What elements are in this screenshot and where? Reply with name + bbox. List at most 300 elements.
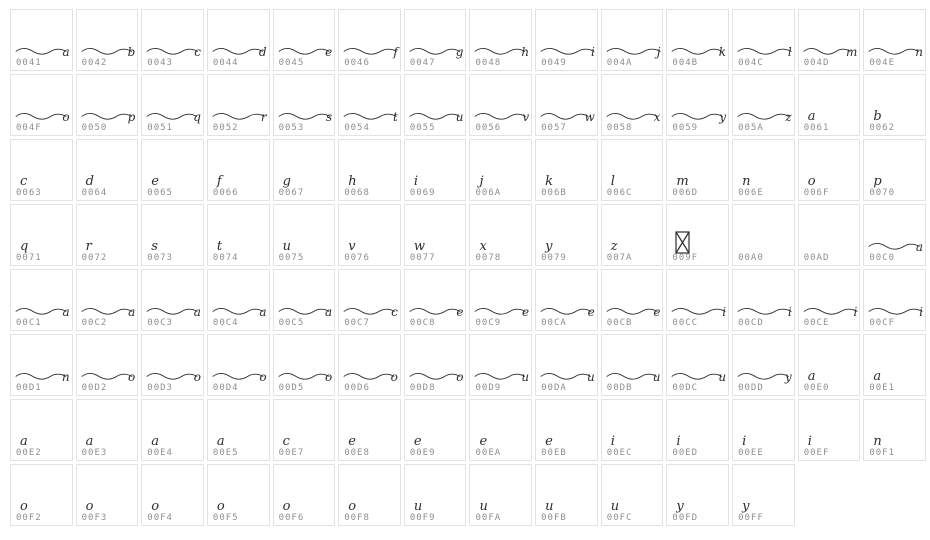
glyph-letter: e	[653, 305, 661, 319]
glyph-code-label: 0063	[16, 188, 42, 198]
glyph-preview	[15, 161, 70, 187]
glyph-cell[interactable]	[207, 139, 270, 201]
swash-stroke-icon	[146, 108, 202, 124]
glyph-cell[interactable]	[535, 9, 598, 71]
glyph-preview	[868, 226, 923, 252]
glyph-preview	[15, 486, 70, 512]
swash-stroke-icon	[343, 303, 400, 319]
glyph-preview	[671, 486, 726, 512]
glyph-code-label: 004A	[606, 58, 633, 68]
glyph-letter: n	[873, 434, 882, 449]
swash-stroke-icon	[409, 368, 465, 384]
glyph-cell[interactable]	[601, 74, 664, 136]
glyph-letter: a	[259, 305, 267, 319]
glyph-preview	[540, 96, 595, 122]
glyph-preview	[146, 226, 201, 252]
glyph-code-label: 004D	[803, 58, 830, 68]
swash-stroke-icon	[343, 108, 402, 124]
glyph-code-label: 0042	[81, 58, 108, 68]
glyph-cell[interactable]	[10, 139, 73, 201]
glyph-letter: e	[348, 434, 356, 449]
glyph-preview	[868, 161, 923, 187]
glyph-cell[interactable]	[469, 464, 532, 526]
glyph-code-label: 0078	[475, 253, 502, 263]
glyph-cell[interactable]	[207, 204, 270, 266]
glyph-code-label: 0055	[409, 123, 436, 133]
glyph-preview	[146, 96, 201, 122]
glyph-code-label: 00D6	[344, 383, 370, 393]
glyph-code-label: 0076	[344, 253, 370, 263]
glyph-cell[interactable]	[601, 269, 664, 331]
glyph-letter: a	[325, 305, 333, 319]
glyph-letter: e	[413, 434, 422, 449]
glyph-cell[interactable]	[338, 399, 401, 461]
glyph-cell[interactable]	[273, 74, 336, 136]
glyph-cell[interactable]	[10, 334, 73, 396]
glyph-cell[interactable]	[273, 399, 336, 461]
glyph-code-label: 0046	[344, 58, 370, 68]
swash-stroke-icon	[278, 108, 335, 124]
glyph-code-label: 00FD	[672, 513, 699, 523]
glyph-cell[interactable]	[601, 139, 664, 201]
glyph-preview	[343, 226, 398, 252]
glyph-cell[interactable]	[666, 464, 729, 526]
glyph-cell[interactable]	[601, 334, 664, 396]
glyph-code-label: 0074	[212, 253, 239, 263]
glyph-cell[interactable]	[76, 139, 139, 201]
glyph-code-label: 00EE	[738, 448, 764, 458]
glyph-cell[interactable]	[666, 139, 729, 201]
glyph-code-label: 004C	[738, 58, 764, 68]
glyph-letter: a	[62, 305, 70, 319]
glyph-cell[interactable]	[666, 399, 729, 461]
glyph-preview	[803, 421, 858, 447]
swash-stroke-icon	[81, 303, 137, 319]
glyph-code-label: 0045	[278, 58, 305, 68]
glyph-code-label: 00DD	[738, 383, 764, 393]
swash-stroke-icon	[671, 303, 731, 319]
glyph-code-label: 0053	[278, 123, 305, 133]
glyph-cell[interactable]	[10, 9, 73, 71]
glyph-letter: q	[193, 110, 201, 124]
glyph-cell[interactable]	[732, 9, 795, 71]
glyph-letter: z	[785, 110, 792, 124]
glyph-cell[interactable]	[76, 399, 139, 461]
glyph-letter: j	[656, 45, 661, 59]
glyph-code-label: 00E8	[344, 448, 370, 458]
glyph-cell[interactable]	[404, 9, 467, 71]
glyph-code-label: 0070	[869, 188, 896, 198]
glyph-cell[interactable]	[404, 74, 467, 136]
glyph-cell[interactable]	[601, 9, 664, 71]
glyph-cell[interactable]	[469, 399, 532, 461]
glyph-cell[interactable]	[535, 464, 598, 526]
glyph-cell[interactable]	[469, 334, 532, 396]
glyph-preview	[15, 291, 70, 317]
glyph-letter: o	[807, 174, 816, 189]
glyph-cell[interactable]	[207, 74, 270, 136]
glyph-letter: a	[216, 434, 225, 449]
glyph-cell[interactable]	[535, 204, 598, 266]
glyph-cell[interactable]	[338, 9, 401, 71]
swash-stroke-icon	[606, 303, 663, 319]
glyph-code-label: 0072	[81, 253, 108, 263]
glyph-letter: o	[151, 499, 160, 514]
glyph-preview	[343, 31, 398, 57]
glyph-cell[interactable]	[10, 74, 73, 136]
glyph-cell[interactable]	[273, 9, 336, 71]
swash-stroke-icon	[15, 368, 71, 384]
glyph-cell[interactable]	[798, 74, 861, 136]
glyph-preview	[868, 356, 923, 382]
glyph-letter: i	[413, 174, 419, 189]
swash-stroke-icon	[212, 303, 268, 319]
glyph-code-label: 007A	[606, 253, 633, 263]
glyph-code-label: 00A0	[738, 253, 764, 263]
glyph-preview	[278, 356, 333, 382]
glyph-preview	[803, 161, 858, 187]
glyph-preview	[606, 486, 661, 512]
glyph-code-label: 00C1	[16, 318, 42, 328]
glyph-letter: f	[393, 45, 398, 59]
glyph-cell[interactable]	[732, 204, 795, 266]
glyph-cell[interactable]	[207, 9, 270, 71]
glyph-letter: j	[479, 174, 484, 189]
glyph-cell[interactable]	[273, 269, 336, 331]
swash-stroke-icon	[409, 108, 465, 124]
glyph-preview	[146, 421, 201, 447]
glyph-preview	[146, 291, 201, 317]
glyph-code-label: 006D	[672, 188, 699, 198]
glyph-letter: o	[259, 370, 267, 384]
glyph-preview	[474, 161, 529, 187]
glyph-letter: o	[456, 370, 464, 384]
glyph-letter: d	[258, 45, 267, 59]
glyph-letter: a	[62, 45, 70, 59]
glyph-code-label: 00D5	[278, 383, 305, 393]
glyph-code-label: 00F1	[869, 448, 896, 458]
glyph-letter: q	[20, 239, 29, 254]
glyph-cell[interactable]	[76, 204, 139, 266]
glyph-code-label: 0058	[606, 123, 633, 133]
glyph-cell[interactable]	[76, 269, 139, 331]
glyph-letter: a	[85, 434, 94, 449]
glyph-cell[interactable]	[601, 399, 664, 461]
glyph-preview	[868, 31, 923, 57]
glyph-code-label: 00EC	[606, 448, 633, 458]
glyph-cell[interactable]	[666, 204, 729, 266]
glyph-code-label: 00DA	[541, 383, 567, 393]
glyph-cell[interactable]	[10, 269, 73, 331]
glyph-letter: u	[718, 370, 727, 384]
glyph-preview	[81, 31, 136, 57]
glyph-cell[interactable]	[732, 269, 795, 331]
glyph-code-label: 00E1	[869, 383, 896, 393]
glyph-cell[interactable]	[798, 139, 861, 201]
swash-stroke-icon	[737, 108, 794, 124]
glyph-cell[interactable]	[469, 204, 532, 266]
glyph-code-label: 00D8	[409, 383, 436, 393]
glyph-code-label: 00E4	[147, 448, 173, 458]
glyph-code-label: 00CC	[672, 318, 699, 328]
glyph-preview	[146, 486, 201, 512]
swash-stroke-icon	[671, 368, 727, 384]
swash-stroke-icon	[474, 108, 531, 124]
glyph-cell[interactable]	[207, 334, 270, 396]
glyph-cell[interactable]	[141, 204, 204, 266]
glyph-cell[interactable]	[338, 269, 401, 331]
glyph-preview	[343, 291, 398, 317]
glyph-letter: l	[787, 45, 792, 59]
glyph-code-label: 00EF	[803, 448, 830, 458]
glyph-cell[interactable]	[273, 334, 336, 396]
glyph-letter: s	[326, 110, 333, 124]
glyph-cell[interactable]	[141, 74, 204, 136]
glyph-code-label: 00F4	[147, 513, 173, 523]
glyph-cell[interactable]	[469, 269, 532, 331]
glyph-preview	[606, 226, 661, 252]
glyph-preview	[606, 356, 661, 382]
glyph-cell[interactable]	[338, 464, 401, 526]
glyph-letter: i	[590, 45, 595, 59]
glyph-letter: y	[742, 499, 750, 514]
glyph-cell[interactable]	[863, 139, 926, 201]
glyph-letter: t	[393, 110, 398, 124]
glyph-preview	[212, 356, 267, 382]
glyph-code-label: 00D9	[475, 383, 502, 393]
glyph-cell[interactable]	[338, 74, 401, 136]
glyph-letter: r	[260, 110, 267, 124]
glyph-cell[interactable]	[535, 334, 598, 396]
glyph-letter: k	[545, 174, 554, 189]
glyph-cell[interactable]	[798, 9, 861, 71]
glyph-preview	[606, 96, 661, 122]
glyph-code-label: 0062	[869, 123, 896, 133]
glyph-cell[interactable]	[666, 269, 729, 331]
swash-stroke-icon	[540, 108, 595, 124]
glyph-code-label: 00E3	[81, 448, 108, 458]
swash-stroke-icon	[868, 303, 928, 319]
swash-stroke-icon	[15, 43, 71, 59]
glyph-cell[interactable]	[535, 269, 598, 331]
glyph-preview	[737, 31, 792, 57]
glyph-preview	[278, 96, 333, 122]
glyph-preview	[868, 96, 923, 122]
glyph-cell[interactable]	[404, 204, 467, 266]
glyph-cell[interactable]	[141, 464, 204, 526]
glyph-letter: u	[413, 499, 423, 514]
glyph-cell[interactable]	[732, 139, 795, 201]
glyph-cell[interactable]	[404, 269, 467, 331]
glyph-code-label: 0050	[81, 123, 108, 133]
glyph-code-label: 00D2	[81, 383, 108, 393]
glyph-letter: e	[522, 305, 530, 319]
glyph-letter: i	[787, 305, 792, 319]
glyph-cell[interactable]	[76, 74, 139, 136]
glyph-cell[interactable]	[666, 334, 729, 396]
glyph-letter: o	[324, 370, 333, 384]
glyph-code-label: 00FC	[606, 513, 633, 523]
glyph-cell[interactable]	[798, 399, 861, 461]
glyph-cell[interactable]	[732, 334, 795, 396]
glyph-cell[interactable]	[798, 269, 861, 331]
glyph-letter: h	[348, 174, 357, 189]
glyph-cell[interactable]	[273, 464, 336, 526]
glyph-code-label: 00FB	[541, 513, 567, 523]
swash-stroke-icon	[737, 43, 797, 59]
glyph-code-label: 00C5	[278, 318, 305, 328]
swash-stroke-icon	[474, 368, 530, 384]
glyph-preview	[737, 291, 792, 317]
glyph-cell[interactable]	[207, 269, 270, 331]
glyph-code-label: 00DB	[606, 383, 633, 393]
glyph-letter: o	[128, 370, 136, 384]
glyph-cell[interactable]	[863, 204, 926, 266]
glyph-preview	[803, 356, 858, 382]
glyph-cell[interactable]	[732, 464, 795, 526]
glyph-cell[interactable]	[863, 9, 926, 71]
glyph-preview	[278, 291, 333, 317]
glyph-cell[interactable]	[338, 334, 401, 396]
glyph-letter: e	[479, 434, 488, 449]
glyph-cell[interactable]	[141, 269, 204, 331]
glyph-preview	[15, 356, 70, 382]
glyph-code-label: 00E5	[212, 448, 239, 458]
swash-stroke-icon	[81, 368, 137, 384]
glyph-preview	[803, 291, 858, 317]
glyph-preview	[474, 486, 529, 512]
glyph-cell[interactable]	[207, 399, 270, 461]
glyph-preview	[212, 161, 267, 187]
glyph-cell[interactable]	[141, 334, 204, 396]
glyph-cell[interactable]	[404, 399, 467, 461]
glyph-preview	[803, 31, 858, 57]
glyph-code-label: 004F	[16, 123, 42, 133]
glyph-preview	[278, 486, 333, 512]
glyph-cell[interactable]	[535, 139, 598, 201]
glyph-cell[interactable]	[601, 464, 664, 526]
glyph-code-label: 0056	[475, 123, 502, 133]
glyph-letter: p	[873, 174, 882, 189]
glyph-code-label: 00CF	[869, 318, 896, 328]
glyph-code-label: 0051	[147, 123, 173, 133]
glyph-letter: o	[216, 499, 225, 514]
glyph-cell[interactable]	[10, 399, 73, 461]
swash-stroke-icon	[737, 368, 794, 384]
glyph-cell[interactable]	[273, 204, 336, 266]
glyph-cell[interactable]	[10, 204, 73, 266]
glyph-letter: e	[325, 45, 333, 59]
glyph-preview	[278, 31, 333, 57]
glyph-cell[interactable]	[469, 74, 532, 136]
glyph-preview	[606, 421, 661, 447]
glyph-letter: c	[282, 434, 290, 449]
glyph-cell[interactable]	[141, 399, 204, 461]
glyph-letter: z	[610, 239, 618, 254]
glyph-preview	[81, 291, 136, 317]
swash-stroke-icon	[474, 43, 530, 59]
glyph-cell[interactable]	[535, 74, 598, 136]
glyph-cell[interactable]	[76, 334, 139, 396]
glyph-cell[interactable]	[863, 334, 926, 396]
glyph-cell[interactable]	[601, 204, 664, 266]
glyph-preview	[81, 421, 136, 447]
glyph-preview	[278, 421, 333, 447]
glyph-code-label: 00C8	[409, 318, 436, 328]
swash-stroke-icon	[278, 303, 334, 319]
glyph-cell[interactable]	[404, 334, 467, 396]
glyph-cell[interactable]	[273, 139, 336, 201]
glyph-letter: a	[151, 434, 160, 449]
glyph-letter: a	[807, 109, 816, 124]
glyph-letter: f	[216, 174, 222, 189]
glyph-cell[interactable]	[141, 9, 204, 71]
glyph-cell[interactable]	[798, 204, 861, 266]
glyph-cell[interactable]	[863, 399, 926, 461]
glyph-cell[interactable]	[535, 399, 598, 461]
glyph-code-label: 00C4	[212, 318, 239, 328]
glyph-code-label: 00ED	[672, 448, 699, 458]
glyph-preview	[671, 161, 726, 187]
glyph-cell[interactable]	[732, 399, 795, 461]
glyph-cell[interactable]	[76, 464, 139, 526]
glyph-cell[interactable]	[207, 464, 270, 526]
glyph-letter: r	[85, 239, 92, 254]
glyph-cell[interactable]	[863, 74, 926, 136]
glyph-cell[interactable]	[469, 9, 532, 71]
glyph-cell[interactable]	[10, 464, 73, 526]
glyph-letter: i	[676, 434, 681, 449]
glyph-preview	[671, 31, 726, 57]
glyph-cell[interactable]	[732, 74, 795, 136]
swash-stroke-icon	[868, 43, 924, 59]
glyph-preview	[212, 291, 267, 317]
glyph-cell[interactable]	[404, 139, 467, 201]
glyph-cell[interactable]	[469, 139, 532, 201]
glyph-cell[interactable]	[338, 204, 401, 266]
glyph-cell[interactable]	[863, 269, 926, 331]
swash-stroke-icon	[212, 43, 268, 59]
glyph-cell[interactable]	[338, 139, 401, 201]
glyph-code-label: 0049	[541, 58, 567, 68]
glyph-code-label: 006B	[541, 188, 567, 198]
swash-stroke-icon	[409, 43, 465, 59]
glyph-code-label: 00CB	[606, 318, 633, 328]
swash-stroke-icon	[146, 368, 202, 384]
glyph-code-label: 004B	[672, 58, 699, 68]
glyph-letter: n	[742, 174, 751, 189]
glyph-cell[interactable]	[76, 9, 139, 71]
glyph-letter: u	[610, 499, 620, 514]
glyph-code-label: 005A	[738, 123, 764, 133]
glyph-cell[interactable]	[404, 464, 467, 526]
glyph-letter: p	[127, 110, 136, 124]
glyph-code-label: 0075	[278, 253, 305, 263]
glyph-cell[interactable]	[798, 334, 861, 396]
glyph-cell[interactable]	[141, 139, 204, 201]
glyph-letter: u	[479, 499, 488, 514]
glyph-preview	[409, 356, 464, 382]
glyph-preview	[737, 421, 792, 447]
glyph-letter: a	[873, 369, 882, 384]
glyph-code-label: 00E0	[803, 383, 830, 393]
glyph-code-label: 0052	[212, 123, 239, 133]
glyph-letter: o	[390, 370, 398, 384]
glyph-cell[interactable]	[666, 74, 729, 136]
glyph-preview	[737, 486, 792, 512]
glyph-preview	[540, 31, 595, 57]
glyph-cell[interactable]	[666, 9, 729, 71]
